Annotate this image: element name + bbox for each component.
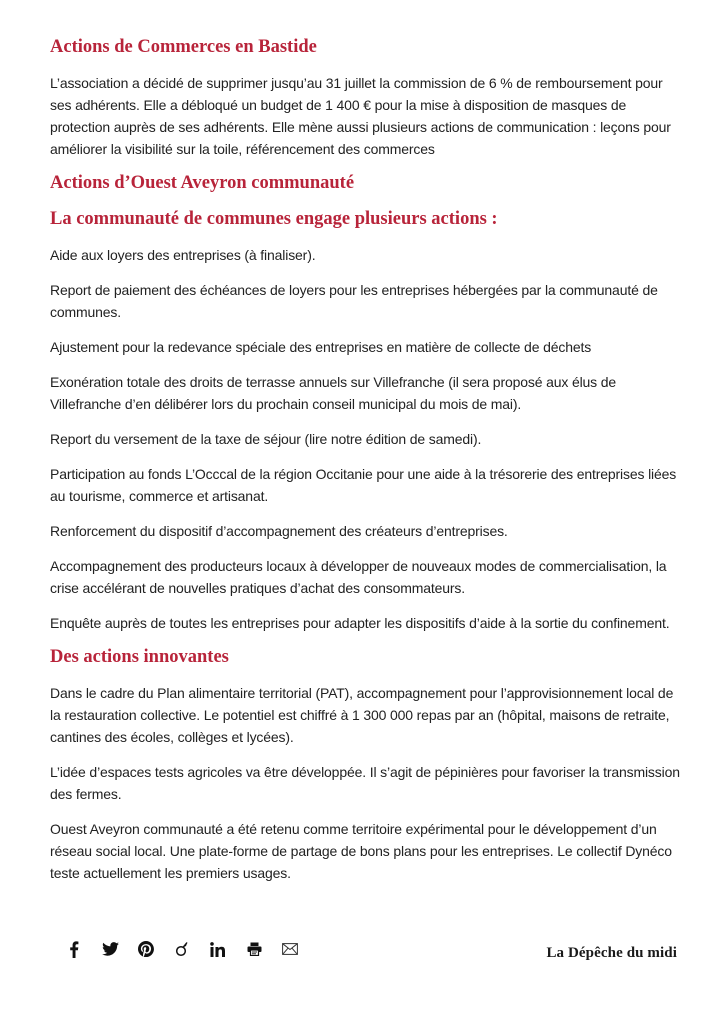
share-twitter-button[interactable] [92, 938, 128, 960]
paragraph: Renforcement du dispositif d’accompagnement des créateurs d’entreprises. [50, 523, 508, 539]
section-heading: Actions d’Ouest Aveyron communauté [50, 173, 355, 193]
share-viadeo-button[interactable] [164, 938, 200, 960]
print-icon [247, 942, 262, 956]
share-bar [56, 938, 308, 960]
section-heading: Actions de Commerces en Bastide [50, 37, 317, 57]
paragraph: L’idée d’espaces tests agricoles va être développée. Il s’agit de pépinières pour favoriser la transmission des fermes. [50, 764, 680, 802]
share-pinterest-button[interactable] [128, 938, 164, 960]
paragraph: Participation au fonds L’Occcal de la région Occitanie pour une aide à la trésorerie des entreprises liées au tourisme, commerce et artisanat. [50, 466, 677, 504]
share-facebook-button[interactable] [56, 938, 92, 960]
pinterest-icon [138, 941, 154, 957]
email-button[interactable] [272, 938, 308, 960]
section-heading: La communauté de communes engage plusieurs actions : [50, 209, 498, 229]
brand-logo: La Dépêche du midi [546, 945, 677, 961]
paragraph: Accompagnement des producteurs locaux à développer de nouveaux modes de commercialisation, la crise accélérant de nouvelles pratiques d’achat des consommateurs. [50, 558, 667, 596]
paragraph: Dans le cadre du Plan alimentaire territorial (PAT), accompagnement pour l’approvisionnement local de la restauration collective. Le potentiel est chiffré à 1 300 000 repas par an (hôpital, maisons de retraite, cantines des écoles, collèges et lycées). [50, 685, 674, 745]
paragraph: Ouest Aveyron communauté a été retenu comme territoire expérimental pour le développement d’un réseau social local. Une plate-forme de partage de bons plans pour les entreprises. Le collectif Dynéco teste actuellement les premiers usages. [50, 821, 672, 881]
paragraph: L’association a décidé de supprimer jusqu’au 31 juillet la commission de 6 % de remboursement pour ses adhérents. Elle a débloqué un budget de 1 400 € pour la mise à disposition de masques de protection auprès de ses adhérents. Elle mène aussi plusieurs actions de communication : leçons pour améliorer la visibilité sur la toile, référencement des commerces [50, 75, 671, 157]
paragraph: Exonération totale des droits de terrasse annuels sur Villefranche (il sera proposé aux élus de Villefranche d’en délibérer lors du prochain conseil municipal du mois de mai). [50, 374, 617, 412]
linkedin-icon [210, 942, 226, 957]
email-icon [282, 943, 298, 955]
twitter-icon [102, 942, 119, 956]
viadeo-icon [175, 941, 189, 957]
paragraph: Report de paiement des échéances de loyers pour les entreprises hébergées par la communauté de communes. [50, 282, 658, 320]
facebook-icon [69, 941, 79, 958]
article-body [50, 34, 680, 884]
share-linkedin-button[interactable] [200, 938, 236, 960]
paragraph: Enquête auprès de toutes les entreprises pour adapter les dispositifs d’aide à la sortie du confinement. [50, 615, 670, 631]
paragraph: Ajustement pour la redevance spéciale des entreprises en matière de collecte de déchets [50, 339, 592, 355]
paragraph: Aide aux loyers des entreprises (à finaliser). [50, 247, 316, 263]
print-button[interactable] [236, 938, 272, 960]
paragraph: Report du versement de la taxe de séjour (lire notre édition de samedi). [50, 431, 482, 447]
section-heading: Des actions innovantes [50, 647, 229, 667]
